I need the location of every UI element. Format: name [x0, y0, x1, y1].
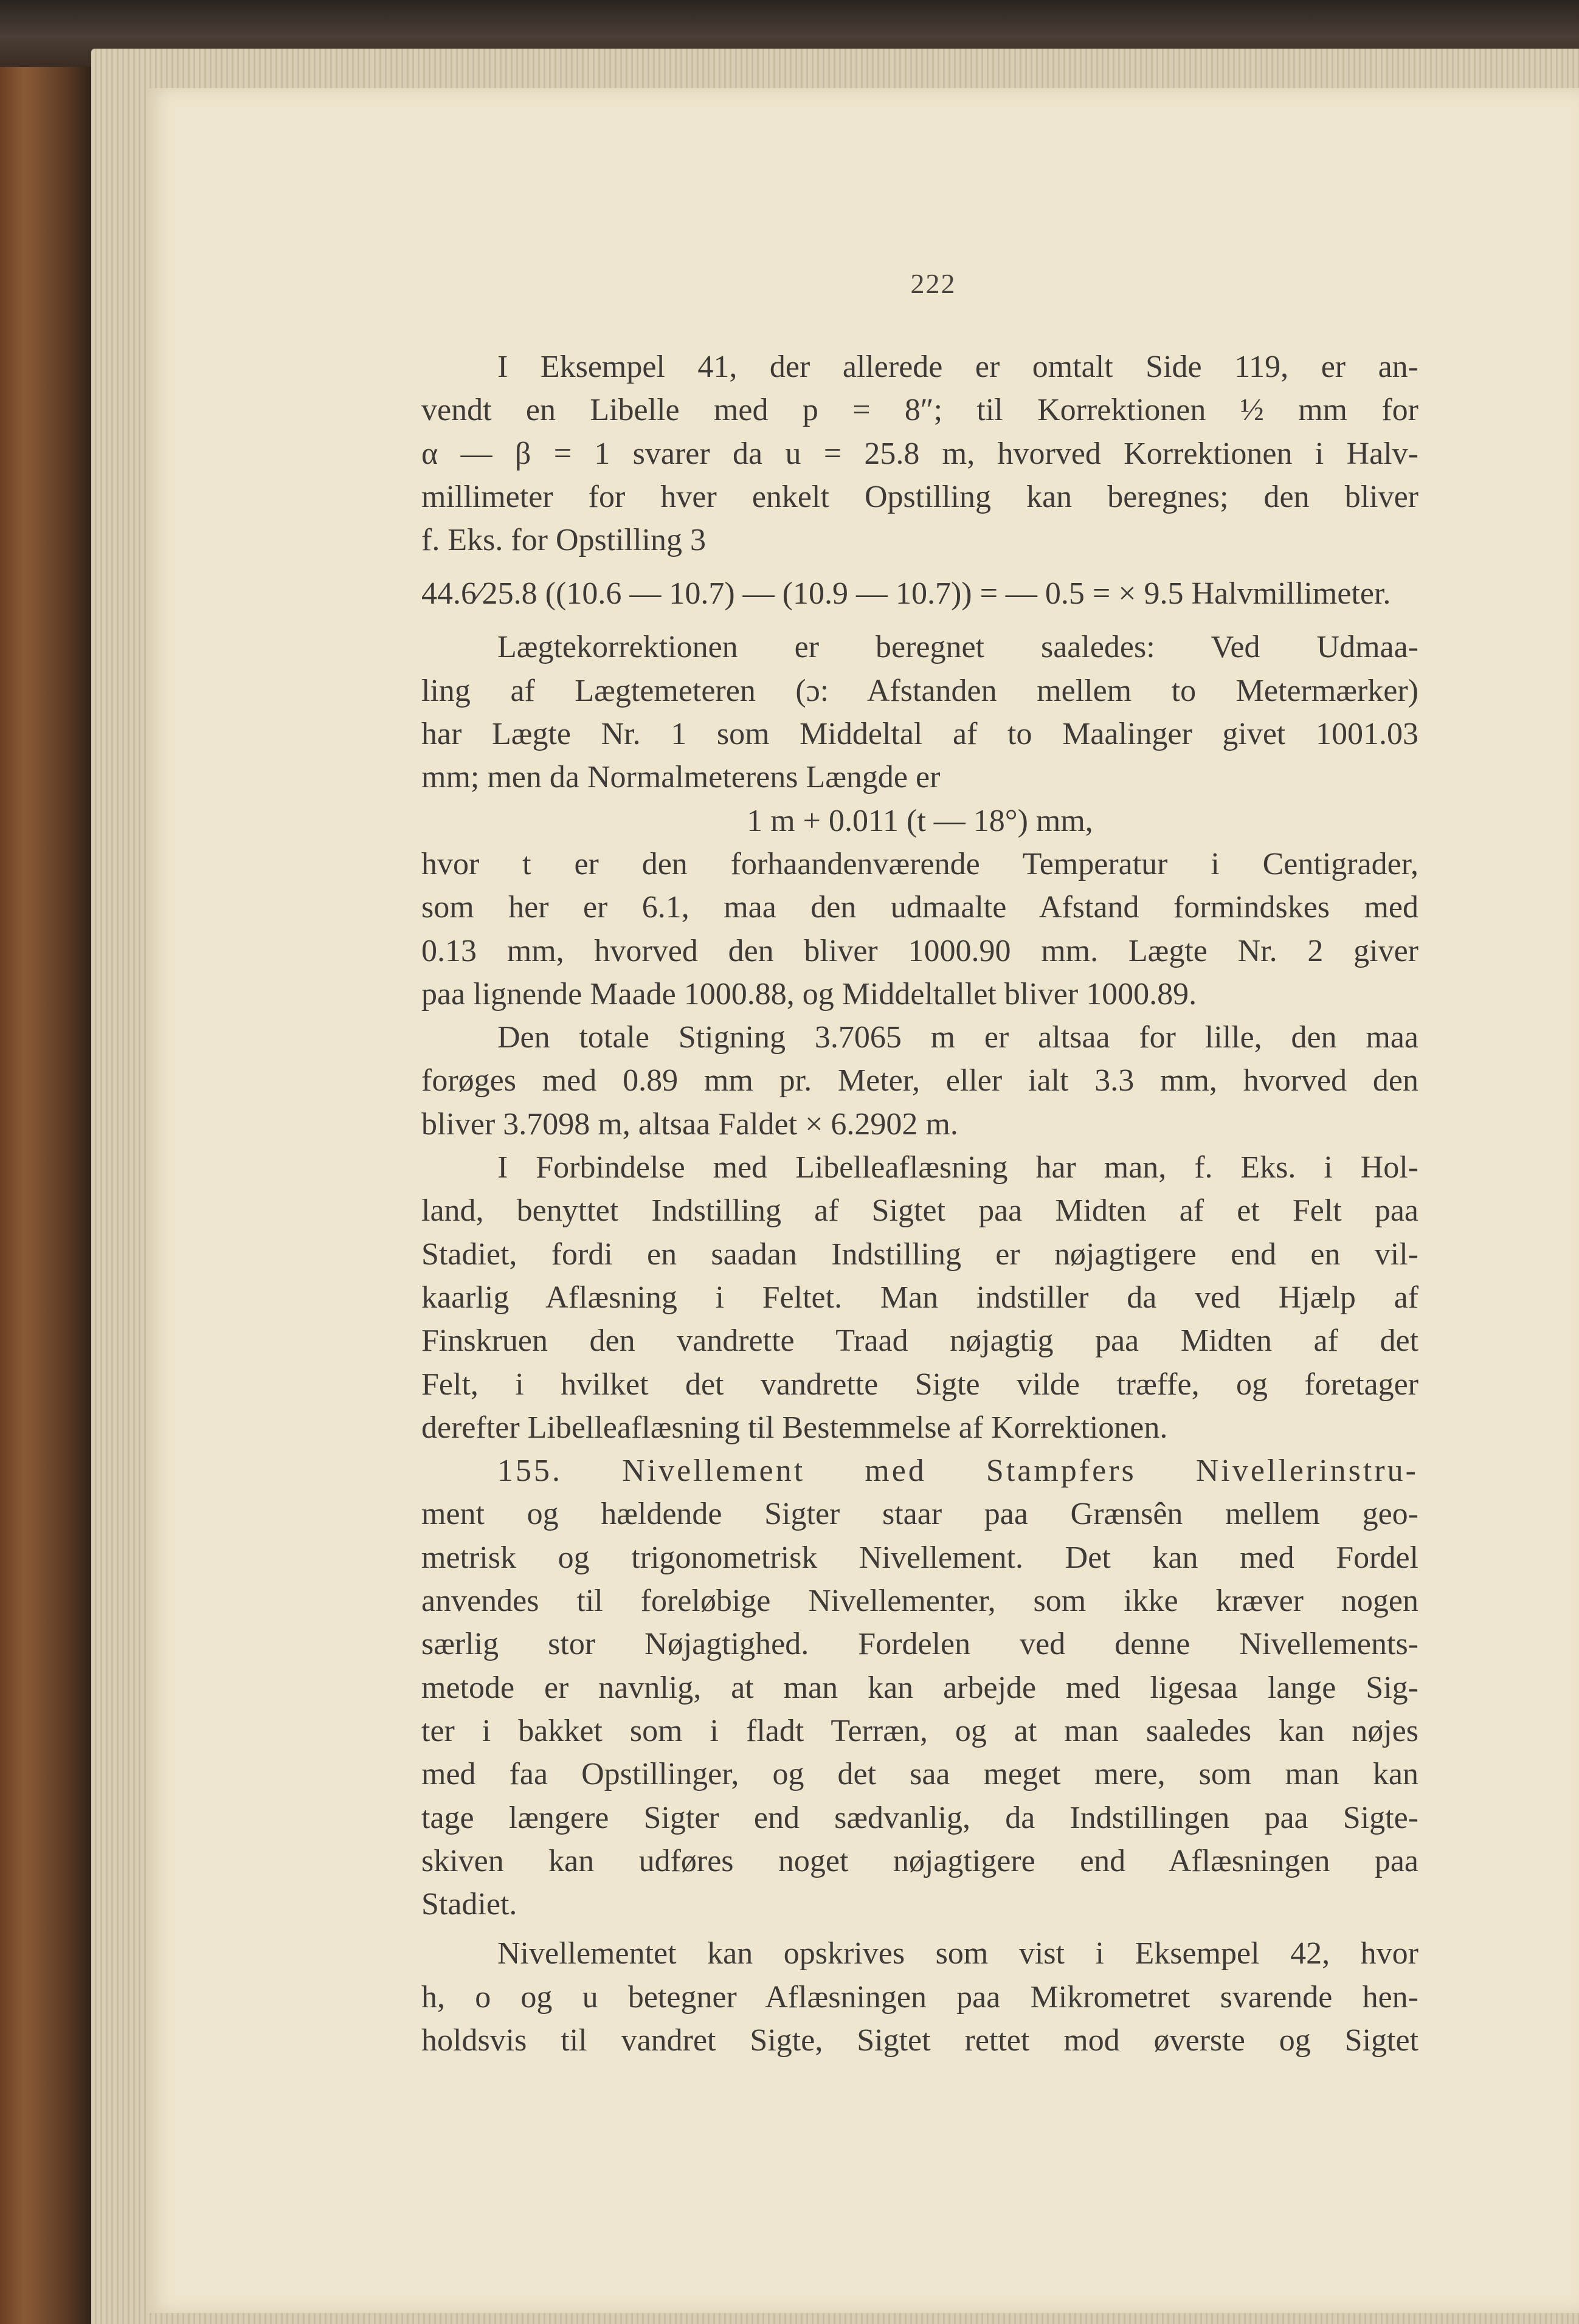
- text-line: som her er 6.1, maa den udmaalte Afstand formindskes med: [421, 890, 1418, 925]
- text-line: Stadiet.: [421, 1887, 517, 1922]
- text-line: hvor t er den forhaandenværende Temperatur i Centigrader,: [421, 846, 1418, 881]
- paragraph: [421, 562, 1418, 626]
- paragraph: [421, 1016, 1418, 1146]
- text-line: ter i bakket som i fladt Terræn, og at man saaledes kan nøjes: [421, 1713, 1418, 1748]
- paragraph: [421, 1449, 1418, 1926]
- paragraph: [421, 1146, 1418, 1449]
- text-line: med faa Opstillinger, og det saa meget mere, som man kan: [421, 1757, 1418, 1792]
- text-line: paa lignende Maade 1000.88, og Middeltallet bliver 1000.89.: [421, 976, 1197, 1012]
- text-line: Stadiet, fordi en saadan Indstilling er nøjagtigere end en vil-: [421, 1236, 1418, 1272]
- text-line: h, o og u betegner Aflæsningen paa Mikrometret svarende hen-: [421, 1979, 1418, 2015]
- text-line: forøges med 0.89 mm pr. Meter, eller ialt 3.3 mm, hvorved den: [421, 1063, 1418, 1098]
- text-line: har Lægte Nr. 1 som Middeltal af to Maalinger givet 1001.03: [421, 717, 1418, 752]
- text-line: kaarlig Aflæsning i Feltet. Man indstiller da ved Hjælp af: [421, 1280, 1418, 1315]
- text-line: tage længere Sigter end sædvanlig, da Indstillingen paa Sigte-: [421, 1800, 1418, 1835]
- page-number: 222: [910, 268, 956, 299]
- body-text: [421, 345, 1418, 2062]
- text-line: land, benyttet Indstilling af Sigtet paa Midten af et Felt paa: [421, 1193, 1418, 1229]
- text-line: vendt en Libelle med p = 8″; til Korrektionen ½ mm for: [421, 393, 1418, 428]
- paragraph: [421, 345, 1418, 562]
- text-line: metode er navnlig, at man kan arbejde med ligesaa lange Sig-: [421, 1670, 1418, 1705]
- text-line: ling af Lægtemeteren (ɔ: Afstanden mellem to Metermærker): [421, 673, 1418, 708]
- text-line: millimeter for hver enkelt Opstilling kan beregnes; den bliver: [421, 479, 1418, 514]
- text-line: mm; men da Normalmeterens Længde er: [421, 760, 941, 795]
- text-line: holdsvis til vandret Sigte, Sigtet rettet mod øverste og Sigtet: [421, 2022, 1418, 2058]
- text-line: Den totale Stigning 3.7065 m er altsaa for lille, den maa: [497, 1020, 1418, 1055]
- text-line: 0.13 mm, hvorved den bliver 1000.90 mm. Lægte Nr. 2 giver: [421, 933, 1418, 968]
- text-line: Nivellementet kan opskrives som vist i Eksempel 42, hvor: [497, 1936, 1418, 1971]
- formula-line: 44.6⁄25.8 ((10.6 — 10.7) — (10.9 — 10.7)) = — 0.5 = × 9.5 Halvmillimeter.: [421, 576, 1391, 612]
- paragraph: [421, 1932, 1418, 2062]
- text-line: I Forbindelse med Libelleaflæsning har man, f. Eks. i Hol-: [497, 1150, 1418, 1185]
- text-line: f. Eks. for Opstilling 3: [421, 523, 706, 558]
- text-line: særlig stor Nøjagtighed. Fordelen ved denne Nivellements-: [421, 1627, 1418, 1662]
- text-line: 1 m + 0.011 (t — 18°) mm,: [747, 803, 1093, 838]
- paragraph-gap: [421, 1926, 1418, 1932]
- text-line: anvendes til foreløbige Nivellementer, som ikke kræver nogen: [421, 1584, 1418, 1619]
- text-line: Felt, i hvilket det vandrette Sigte vilde træffe, og foretager: [421, 1367, 1418, 1402]
- text-line: derefter Libelleaflæsning til Bestemmelse af Korrektionen.: [421, 1410, 1168, 1445]
- text-line: 155. Nivellement med Stampfers Nivellerinstru-: [497, 1453, 1418, 1489]
- text-line: α — β = 1 svarer da u = 25.8 m, hvorved Korrektionen i Halv-: [421, 436, 1418, 471]
- text-line: metrisk og trigonometrisk Nivellement. Det kan med Fordel: [421, 1540, 1418, 1575]
- paragraph: [421, 626, 1418, 1016]
- text-line: bliver 3.7098 m, altsaa Faldet × 6.2902 m.: [421, 1106, 958, 1142]
- text-line: skiven kan udføres noget nøjagtigere end Aflæsningen paa: [421, 1843, 1418, 1878]
- text-line: I Eksempel 41, der allerede er omtalt Side 119, er an-: [497, 350, 1418, 384]
- text-line: Lægtekorrektionen er beregnet saaledes: Ved Udmaa-: [497, 630, 1418, 665]
- text-line: ment og hældende Sigter staar paa Grænsên mellem geo-: [421, 1497, 1418, 1532]
- text-line: Finskruen den vandrette Traad nøjagtig paa Midten af det: [421, 1323, 1418, 1359]
